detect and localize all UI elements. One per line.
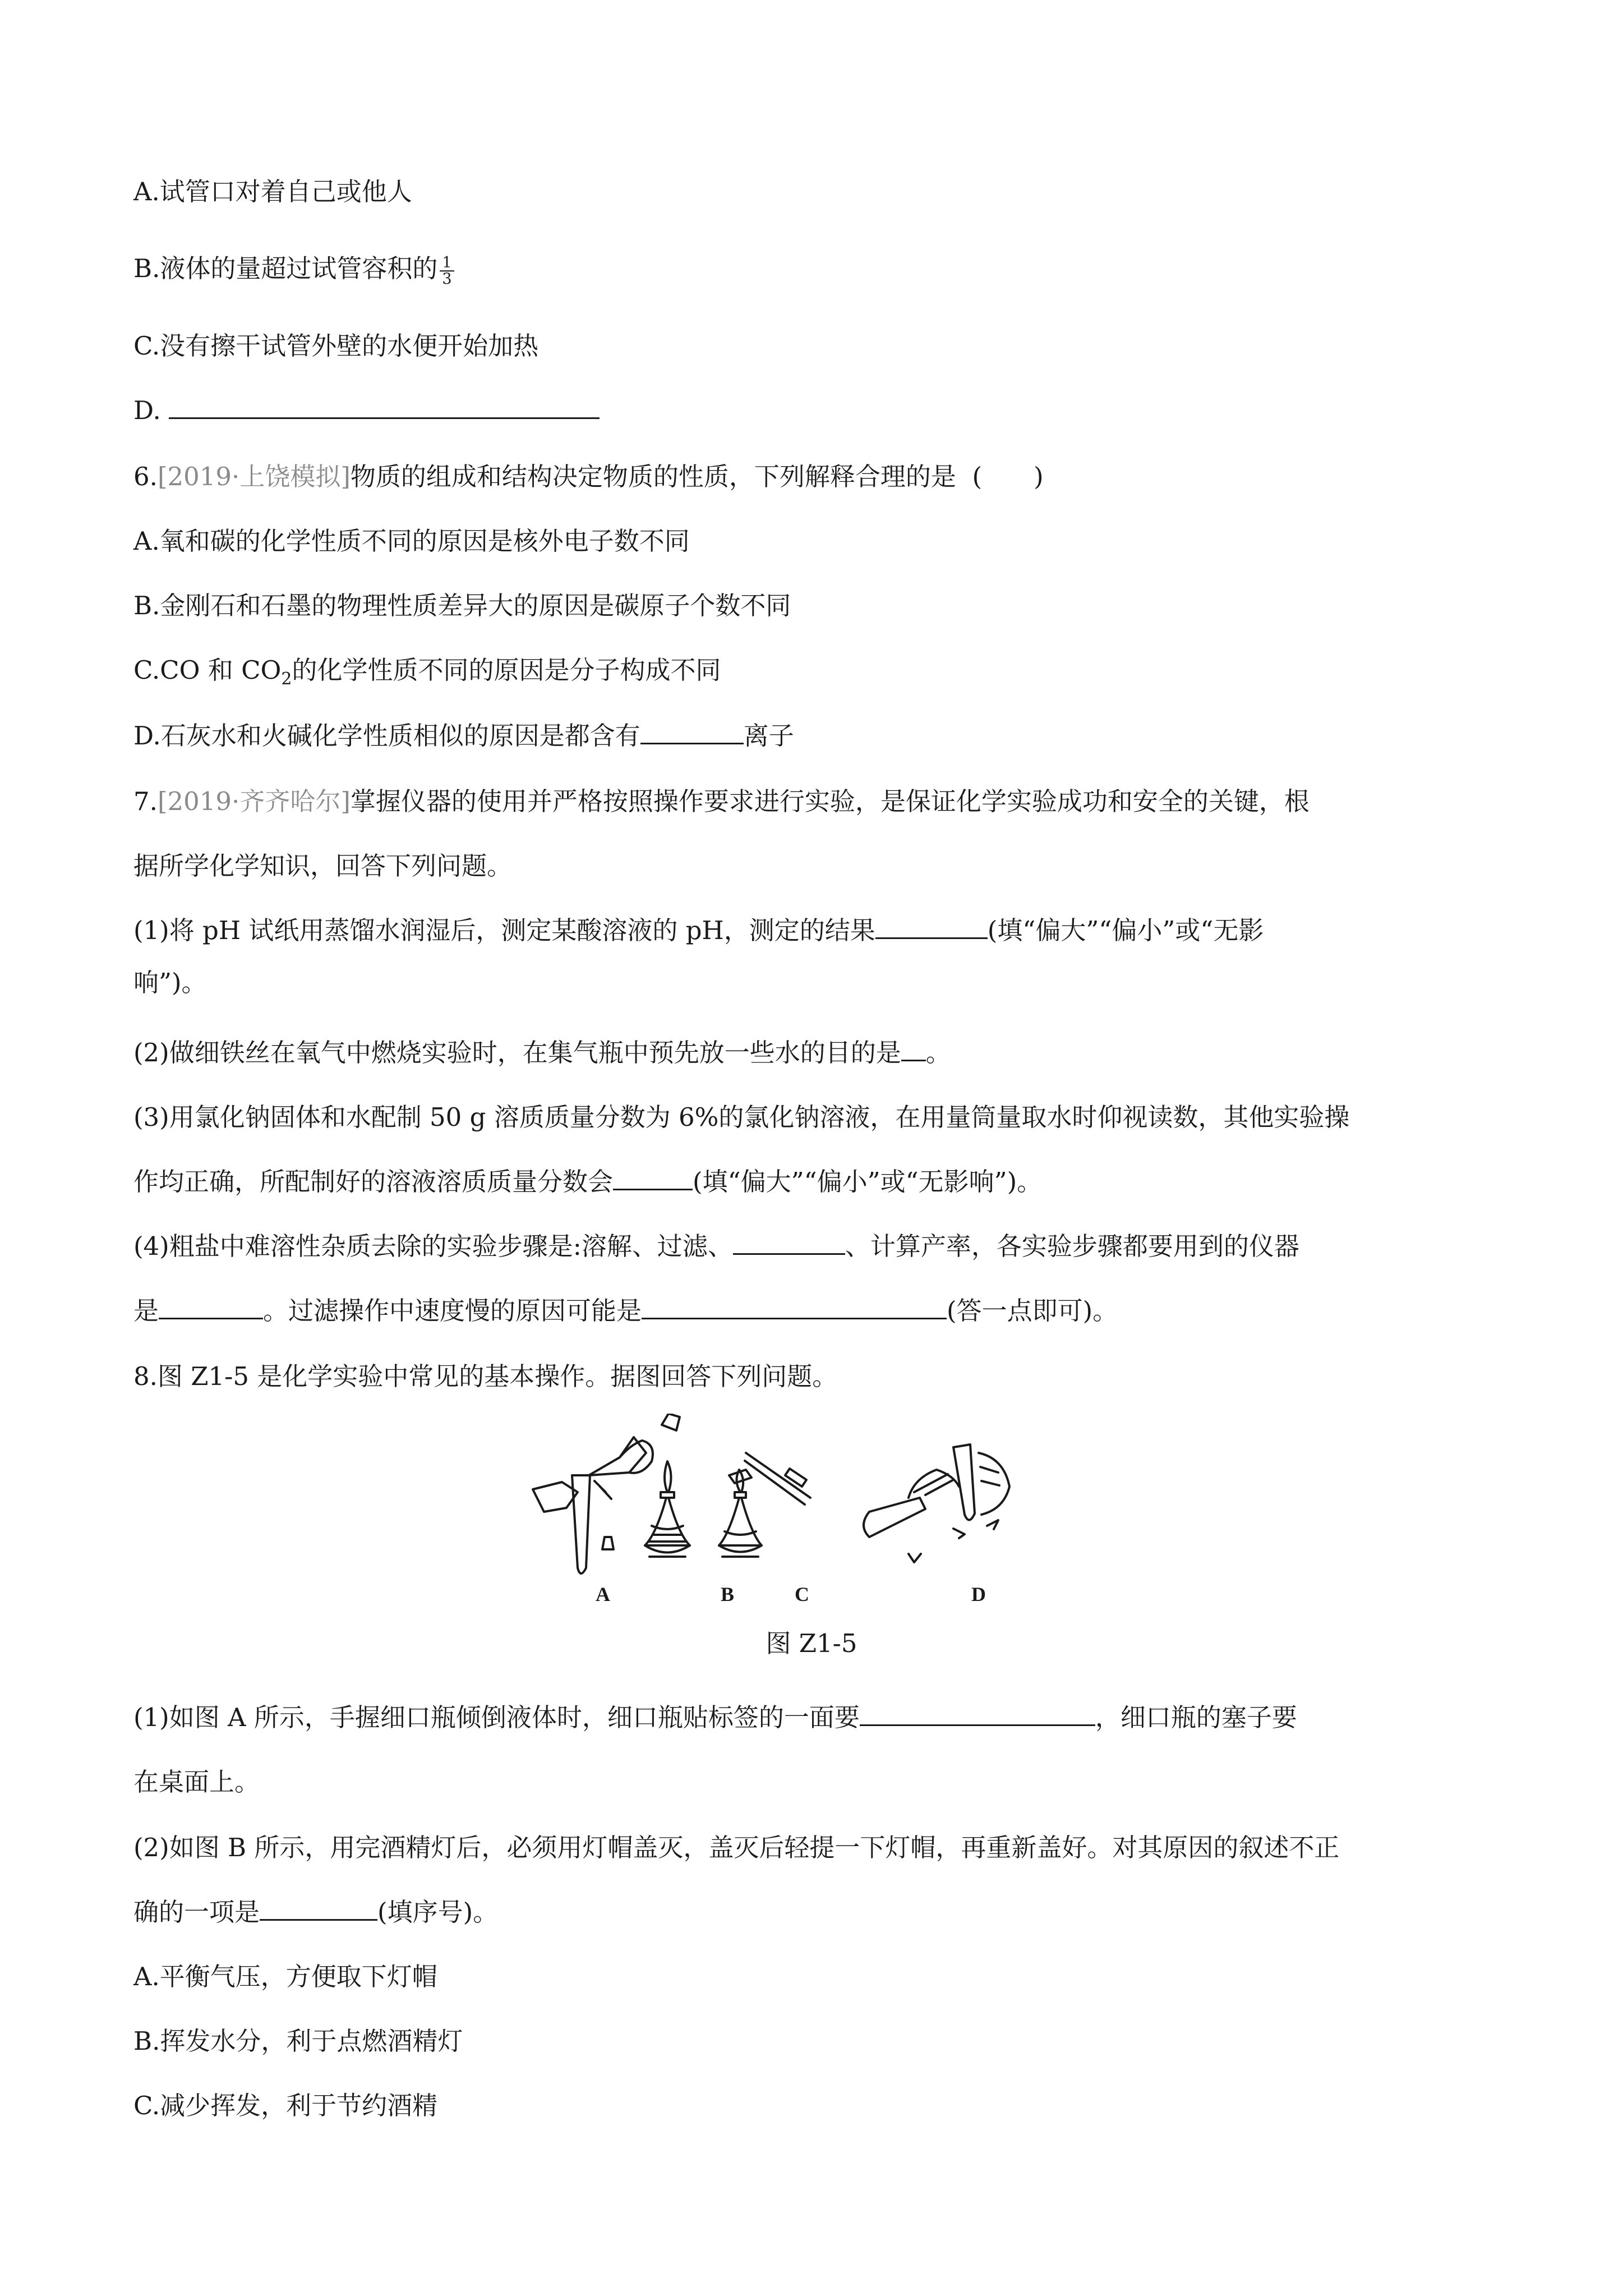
q6-stem [133, 459, 1044, 495]
q5-option-b [133, 251, 454, 287]
paren-open: ( [972, 462, 983, 491]
q6-option-d-post: 离子 [743, 721, 794, 751]
question-number: 7. [133, 786, 158, 816]
q7-part-2-post: 。 [925, 1038, 951, 1068]
q8-part-2: (2)如图 B 所示，用完酒精灯后，必须用灯帽盖灭，盖灭后轻提一下灯帽，再重新盖好。对其原因的叙述不正 [133, 1833, 1340, 1862]
fraction-one-third [440, 255, 454, 287]
q6-option-b: B.金刚石和石墨的物理性质差异大的原因是碳原子个数不同 [133, 591, 791, 620]
q6-option-c [133, 652, 721, 697]
figure-a-pouring-liquid [533, 1437, 653, 1573]
answer-blank[interactable] [613, 1164, 693, 1190]
q5-option-d-label: D. [133, 395, 161, 425]
answer-blank[interactable] [901, 1035, 926, 1061]
q8-option-b: B.挥发水分，利于点燃酒精灯 [133, 2026, 463, 2056]
answer-blank[interactable] [642, 1293, 947, 1319]
q5-option-c: C.没有擦干试管外壁的水便开始加热 [133, 331, 539, 361]
answer-blank[interactable] [860, 1700, 1095, 1726]
q8-stem: 8.图 Z1-5 是化学实验中常见的基本操作。据图回答下列问题。 [133, 1361, 838, 1391]
q7-part-4b-mid: 。过滤操作中速度慢的原因可能是 [263, 1296, 642, 1326]
answer-blank[interactable] [260, 1894, 377, 1921]
answer-blank[interactable] [875, 913, 988, 939]
fraction-numerator: 1 [440, 255, 454, 272]
q8-part-1-pre: (1)如图 A 所示，手握细口瓶倾倒液体时，细口瓶贴标签的一面要 [133, 1703, 860, 1732]
q8-option-c: C.减少挥发，利于节约酒精 [133, 2091, 438, 2120]
figure-label-a: A [596, 1583, 610, 1604]
fraction-denominator: 3 [442, 270, 452, 288]
q7-stem [133, 784, 1310, 820]
q6-option-c-pre: C.CO 和 CO [133, 655, 282, 685]
figure-caption: 图 Z1-5 [766, 1628, 857, 1658]
question-text: 物质的组成和结构决定物质的性质，下列解释合理的是 [350, 462, 956, 491]
q7-part-4b-pre: 是 [133, 1296, 159, 1326]
question-text: 掌握仪器的使用并严格按照操作要求进行实验，是保证化学实验成功和安全的关键，根 [350, 786, 1310, 816]
answer-blank[interactable] [733, 1228, 845, 1255]
q7-part-4-post: 、计算产率，各实验步骤都要用到的仪器 [845, 1231, 1299, 1261]
q6-option-c-post: 的化学性质不同的原因是分子构成不同 [292, 655, 721, 685]
answer-blank[interactable] [640, 718, 744, 744]
q5-option-b-text: B.液体的量超过试管容积的 [133, 254, 438, 283]
figure-d-shaking-test-tube [864, 1444, 1009, 1562]
q8-part-2-pre: 确的一项是 [133, 1897, 260, 1927]
q7-part-2-pre: (2)做细铁丝在氧气中燃烧实验时，在集气瓶中预先放一些水的目的是 [133, 1038, 901, 1068]
q7-part-4 [133, 1228, 1299, 1264]
q8-part-2-cont [133, 1894, 498, 1930]
answer-blank[interactable] [169, 393, 600, 419]
figure-c-heating-test-tube [719, 1453, 810, 1557]
q8-part-2-post: (填序号)。 [377, 1897, 499, 1927]
figure-label-c: C [795, 1583, 809, 1604]
q7-part-1-cont: 响”)。 [133, 968, 207, 997]
q6-option-d-pre: D.石灰水和火碱化学性质相似的原因是都含有 [133, 721, 640, 751]
q8-part-1-post: ，细口瓶的塞子要 [1095, 1703, 1297, 1732]
q8-part-1-cont: 在桌面上。 [133, 1767, 260, 1797]
question-number: 6. [133, 462, 158, 491]
q7-stem-cont: 据所学化学知识，回答下列问题。 [133, 851, 513, 881]
subscript: 2 [281, 669, 292, 689]
paren-close: ) [1034, 462, 1044, 491]
figure-label-b: B [720, 1583, 735, 1604]
q7-part-3-cont [133, 1164, 1042, 1200]
q6-option-d [133, 718, 794, 754]
answer-blank[interactable] [159, 1293, 263, 1319]
figure-label-d: D [971, 1583, 986, 1604]
q7-part-1-pre: (1)将 pH 试纸用蒸馏水润湿后，测定某酸溶液的 pH，测定的结果 [133, 915, 875, 945]
q6-option-a: A.氧和碳的化学性质不同的原因是核外电子数不同 [133, 526, 690, 556]
q7-part-3-pre: 作均正确，所配制好的溶液溶质质量分数会 [133, 1167, 614, 1197]
q7-part-3-post: (填“偏大”“偏小”或“无影响”)。 [693, 1167, 1043, 1197]
q8-part-1 [133, 1700, 1297, 1736]
q7-part-4-cont [133, 1293, 1118, 1329]
figure-b-alcohol-lamp [645, 1414, 690, 1557]
lab-operations-figure [522, 1414, 1116, 1604]
q7-part-4-pre: (4)粗盐中难溶性杂质去除的实验步骤是:溶解、过滤、 [133, 1231, 733, 1261]
q7-part-1-post: (填“偏大”“偏小”或“无影 [987, 915, 1264, 945]
q5-option-a: A.试管口对着自己或他人 [133, 177, 412, 206]
q7-part-2 [133, 1035, 951, 1071]
question-source: [2019·齐齐哈尔] [157, 786, 351, 816]
question-source: [2019·上饶模拟] [157, 462, 351, 491]
q8-option-a: A.平衡气压，方便取下灯帽 [133, 1962, 437, 1991]
q7-part-4b-post: (答一点即可)。 [947, 1296, 1118, 1326]
q5-option-d [133, 393, 600, 429]
q7-part-3: (3)用氯化钠固体和水配制 50 g 溶质质量分数为 6%的氯化钠溶液，在用量筒量取水时仰视读数，其他实验操 [133, 1102, 1350, 1132]
q7-part-1 [133, 913, 1264, 949]
